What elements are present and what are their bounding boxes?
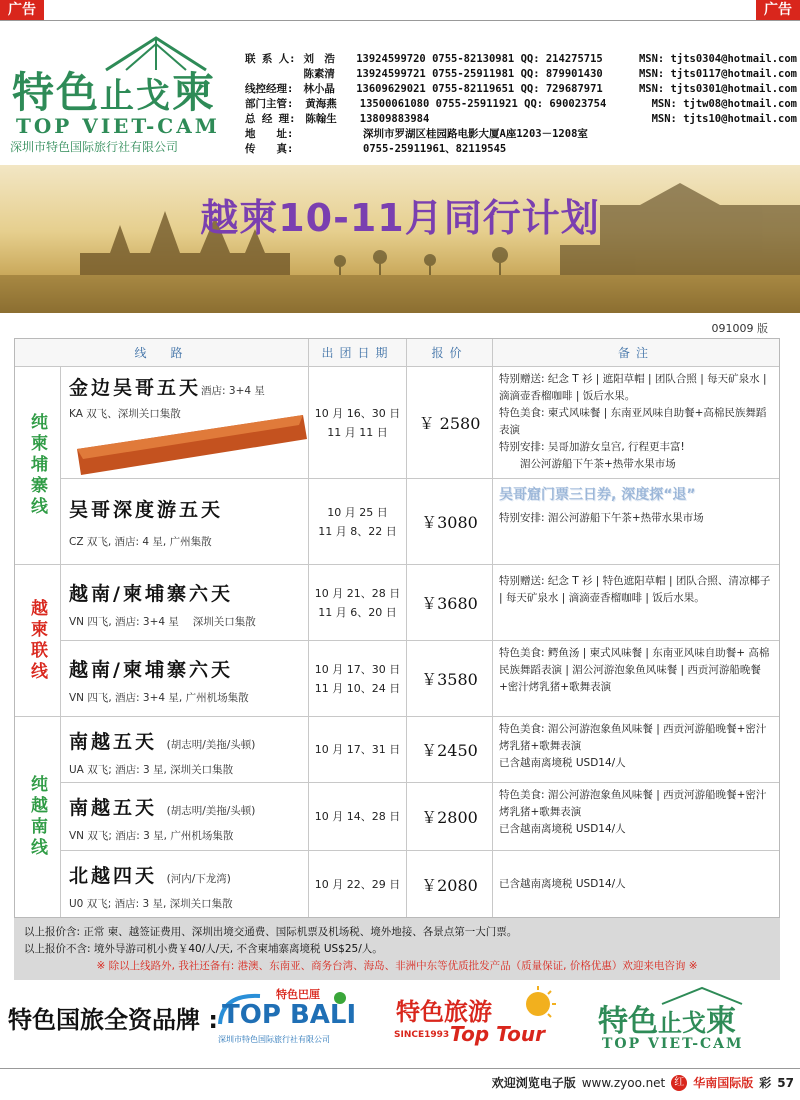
table-row [61,717,309,783]
price-cell: ￥2450 [407,717,493,783]
contact-msn: MSN: tjts0304@hotmail.com [638,53,797,65]
date-cell [309,783,407,851]
header-route: 线 路 [15,339,309,367]
route-extra: (胡志明/美拖/头顿) [166,739,256,751]
contact-msn [663,127,797,142]
date-line: 10 月 21、28 日 [314,586,401,600]
route-extra: (河内/下龙湾) [166,873,231,885]
date-line: 10 月 14、28 日 [314,810,401,823]
route-name: 南越五天 (胡志明/美拖/头顿) [69,731,256,753]
contact-name [307,142,363,157]
table-row [61,641,309,717]
contact-role: 联 系 人: [245,53,296,65]
note-cell [493,717,779,783]
note-line: 特别安排: 吴哥加游女皇宫, 行程更丰富! [499,441,685,453]
version-label: 091009 版 [711,322,768,335]
footer-edition: 华南国际版 [693,1076,754,1090]
contact-role: 总 经 理: [245,113,296,125]
tour-table [14,338,780,918]
contact-phone: 13924599720 0755-82130981 QQ: 214275715 [356,53,603,65]
route-sub: UA 双飞; 酒店: 3 星, 深圳关口集散 [69,764,234,776]
contact-role: 线控经理: [245,83,294,95]
price-cell: ￥2080 [407,851,493,917]
note-line: 特色美食: 柬式风味餐 | 东南亚风味自助餐+高棉民族舞蹈表演 [499,407,767,436]
route-name: 越南/柬埔寨六天 [69,583,233,605]
note-cell [493,565,779,641]
price-cell: ￥3680 [407,565,493,641]
note-line: 已含越南离境税 USD14/人 [499,823,626,835]
contact-name [307,127,363,142]
page-number: 57 [777,1075,794,1090]
ad-tag-right: 广告 [756,0,800,20]
table-row [61,565,309,641]
route-extra: 酒店: 3+4 星 [201,385,265,397]
price-notes [14,918,780,980]
tour-cn-text: 特色旅游 [396,998,492,1026]
route-sub: VN 双飞; 酒店: 3 星, 广州机场集散 [69,830,234,842]
brand-top-bali [212,986,362,1056]
contact-phone: 13924599721 0755-25911981 QQ: 879901430 [356,68,603,80]
date-cell [309,851,407,917]
note-line: 已含越南离境税 USD14/人 [499,877,626,890]
contact-name: 陈翰生 [305,113,337,125]
page-footer [492,1074,794,1091]
header-notes: 备注 [493,339,779,367]
company-name: 深圳市特色国际旅行社有限公司 [10,140,179,154]
table-row [61,783,309,851]
banner-title: 越柬10-11月同行计划 [200,196,600,240]
brand-top-viet-cam [592,986,782,1056]
contact-row [245,82,797,97]
note-highlight: 吴哥窟门票三日券, 深度探“退” [499,487,696,503]
ad-tag-left: 广告 [0,0,44,20]
date-line: 10 月 17、31 日 [314,743,401,756]
note-cell [493,783,779,851]
bali-main-text: TOP BALI [222,1000,357,1030]
route-sub: VN 四飞, 酒店: 3+4 星, 广州机场集散 [69,692,249,704]
date-line: 11 月 6、20 日 [318,605,397,619]
date-line: 11 月 11 日 [327,425,388,439]
contact-phone: 13500061080 0755-25911921 QQ: 690023754 [359,98,607,110]
bottom-divider [0,1068,800,1069]
route-name: 南越五天 (胡志明/美拖/头顿) [69,797,256,819]
note-line: 特别安排: 湄公河游船下午茶+热带水果市场 [499,512,704,524]
table-row [61,851,309,917]
note-cell [493,367,779,479]
date-cell [309,717,407,783]
note-line: 特色美食: 鳄鱼汤 | 柬式风味餐 | 东南亚风味自助餐+ 高棉民族舞蹈表演 | 湄公河游泡象鱼风味餐 | 西贡河游船晚餐+密汁烤乳猪+歌舞表演 [499,647,770,693]
note-cell [493,851,779,917]
brand-top-tour [390,986,560,1056]
route-sub: U0 双飞; 酒店: 3 星, 深圳关口集散 [69,898,233,910]
logo-chinese: 特色止戈柬 [12,68,217,117]
contact-role: 部门主管: [245,98,294,110]
contact-msn: MSN: tjts0301@hotmail.com [638,83,797,95]
date-line: 10 月 22、29 日 [314,877,401,891]
contact-role: 传 真: [245,143,294,155]
route-sub: CZ 双飞, 酒店: 4 星, 广州集散 [69,536,212,548]
footer-text: 欢迎浏览电子版 [491,1076,576,1090]
date-line: 11 月 8、22 日 [318,524,397,538]
date-cell [309,565,407,641]
contact-phone: 13609629021 0755-82119651 QQ: 729687971 [356,83,603,95]
note-line: 湄公河游船下午茶+热带水果市场 [499,458,676,470]
route-name: 吴哥深度游五天 [69,499,224,521]
bali-sub-text: 深圳市特色国际旅行社有限公司 [218,1035,330,1044]
brand-label: 特色国旅全资品牌 : [8,1006,218,1034]
contact-msn: MSN: tjts0117@hotmail.com [638,68,797,80]
fax-text: 0755-25911961、82119545 [363,143,507,155]
note-line: 特色美食: 湄公河游泡象鱼风味餐 | 西贡河游船晚餐+密汁烤乳猪+歌舞表演 [499,789,767,818]
fax-row [245,142,797,157]
route-name: 金边吴哥五天酒店: 3+4 星 [69,377,265,399]
price-cell: ￥3580 [407,641,493,717]
note-cell [493,641,779,717]
group-cambodia [15,367,61,565]
contact-list [245,52,797,157]
header-dates: 出团日期 [309,339,407,367]
contact-msn: MSN: tjtw08@hotmail.com [651,98,797,110]
contact-role: 地 址: [245,128,294,140]
contact-name: 刘 浩 [303,53,335,65]
note-line: 已含越南离境税 USD14/人 [499,757,626,769]
contact-row [245,52,797,67]
price-excludes: 以上报价不含: 境外导游司机小费￥40/人/天, 不含柬埔寨离境税 US$25/人。 [24,943,383,955]
group-vietnam [15,717,61,917]
contact-phone: 13809883984 [359,113,430,125]
date-line: 11 月 10、24 日 [314,681,401,695]
group-viet-cam [15,565,61,717]
price-cell: ￥ 2580 [407,367,493,479]
date-line: 10 月 16、30 日 [314,406,401,420]
group-label-text: 纯柬埔寨线 [27,413,47,518]
contact-name: 林小晶 [303,83,335,95]
address-row [245,127,797,142]
note-line: 特别赠送: 纪念 T 衫 | 特色遮阳草帽 | 团队合照、清凉椰子 | 每天矿泉水 | 滴滴壶香榴咖啡 | 饭后水果。 [499,575,771,604]
other-products-note: ※ 除以上线路外, 我社还备有: 港澳、东南亚、商务台湾、海岛、非洲中东等优质批发产品（质量保证, 价格优惠）欢迎来电咨询 ※ [96,960,698,972]
red-badge-icon: 红 [671,1075,687,1091]
contact-name: 黄海燕 [305,98,337,110]
contact-row [245,97,797,112]
contact-row [245,112,797,127]
banner [0,165,800,313]
route-name: 越南/柬埔寨六天 [69,659,233,681]
bali-top-text: 特色巴厘 [276,988,320,1001]
contact-row [245,67,797,82]
brand-row [0,982,800,1062]
group-label-text: 纯越南线 [27,775,47,859]
address-text: 深圳市罗湖区桂园路电影大厦A座1203－1208室 [363,128,588,140]
date-cell [309,479,407,565]
tour-since-text: SINCE1993 [394,1030,450,1040]
date-line: 10 月 25 日 [327,505,388,519]
price-cell: ￥2800 [407,783,493,851]
header-price: 报价 [407,339,493,367]
company-logo [8,30,240,160]
contact-role [245,67,303,82]
date-cell [309,641,407,717]
route-name: 北越四天 (河内/下龙湾) [69,865,231,887]
price-cell: ￥3080 [407,479,493,565]
route-sub: VN 四飞, 酒店: 3+4 星 深圳关口集散 [69,616,256,628]
top-divider [0,20,800,21]
viet-en-text: TOP VIET-CAM [602,1036,744,1052]
date-cell [309,367,407,479]
logo-english: TOP VIET-CAM [16,114,220,138]
contact-msn [663,142,797,157]
contact-msn: MSN: tjts10@hotmail.com [651,113,797,125]
route-extra: (胡志明/美拖/头顿) [166,805,256,817]
route-sub: KA 双飞、深圳关口集散 [69,408,181,420]
footer-url[interactable]: www.zyoo.net [581,1075,666,1090]
note-cell [493,479,779,565]
price-includes: 以上报价含: 正常 柬、越签证费用、深圳出境交通费、国际机票及机场税、境外地接、各景点第一大门票。 [24,926,518,938]
group-label-text: 越柬联线 [27,598,47,683]
note-line: 特别赠送: 纪念 T 衫 | 遮阳草帽 | 团队合照 | 每天矿泉水 | 滴滴壶香榴咖啡 | 饭后水果。 [499,373,767,402]
contact-name: 陈素清 [303,68,335,80]
footer-page-label: 彩 [759,1076,772,1090]
promo-ribbon-graphic [73,409,309,479]
date-line: 10 月 17、30 日 [314,662,401,676]
note-line: 特色美食: 湄公河游泡象鱼风味餐 | 西贡河游船晚餐+密汁烤乳猪+歌舞表演 [499,723,767,752]
tour-en-text: Top Tour [450,1022,545,1046]
viet-cn-text: 特色止戈柬 [598,1004,736,1039]
table-row [61,479,309,565]
